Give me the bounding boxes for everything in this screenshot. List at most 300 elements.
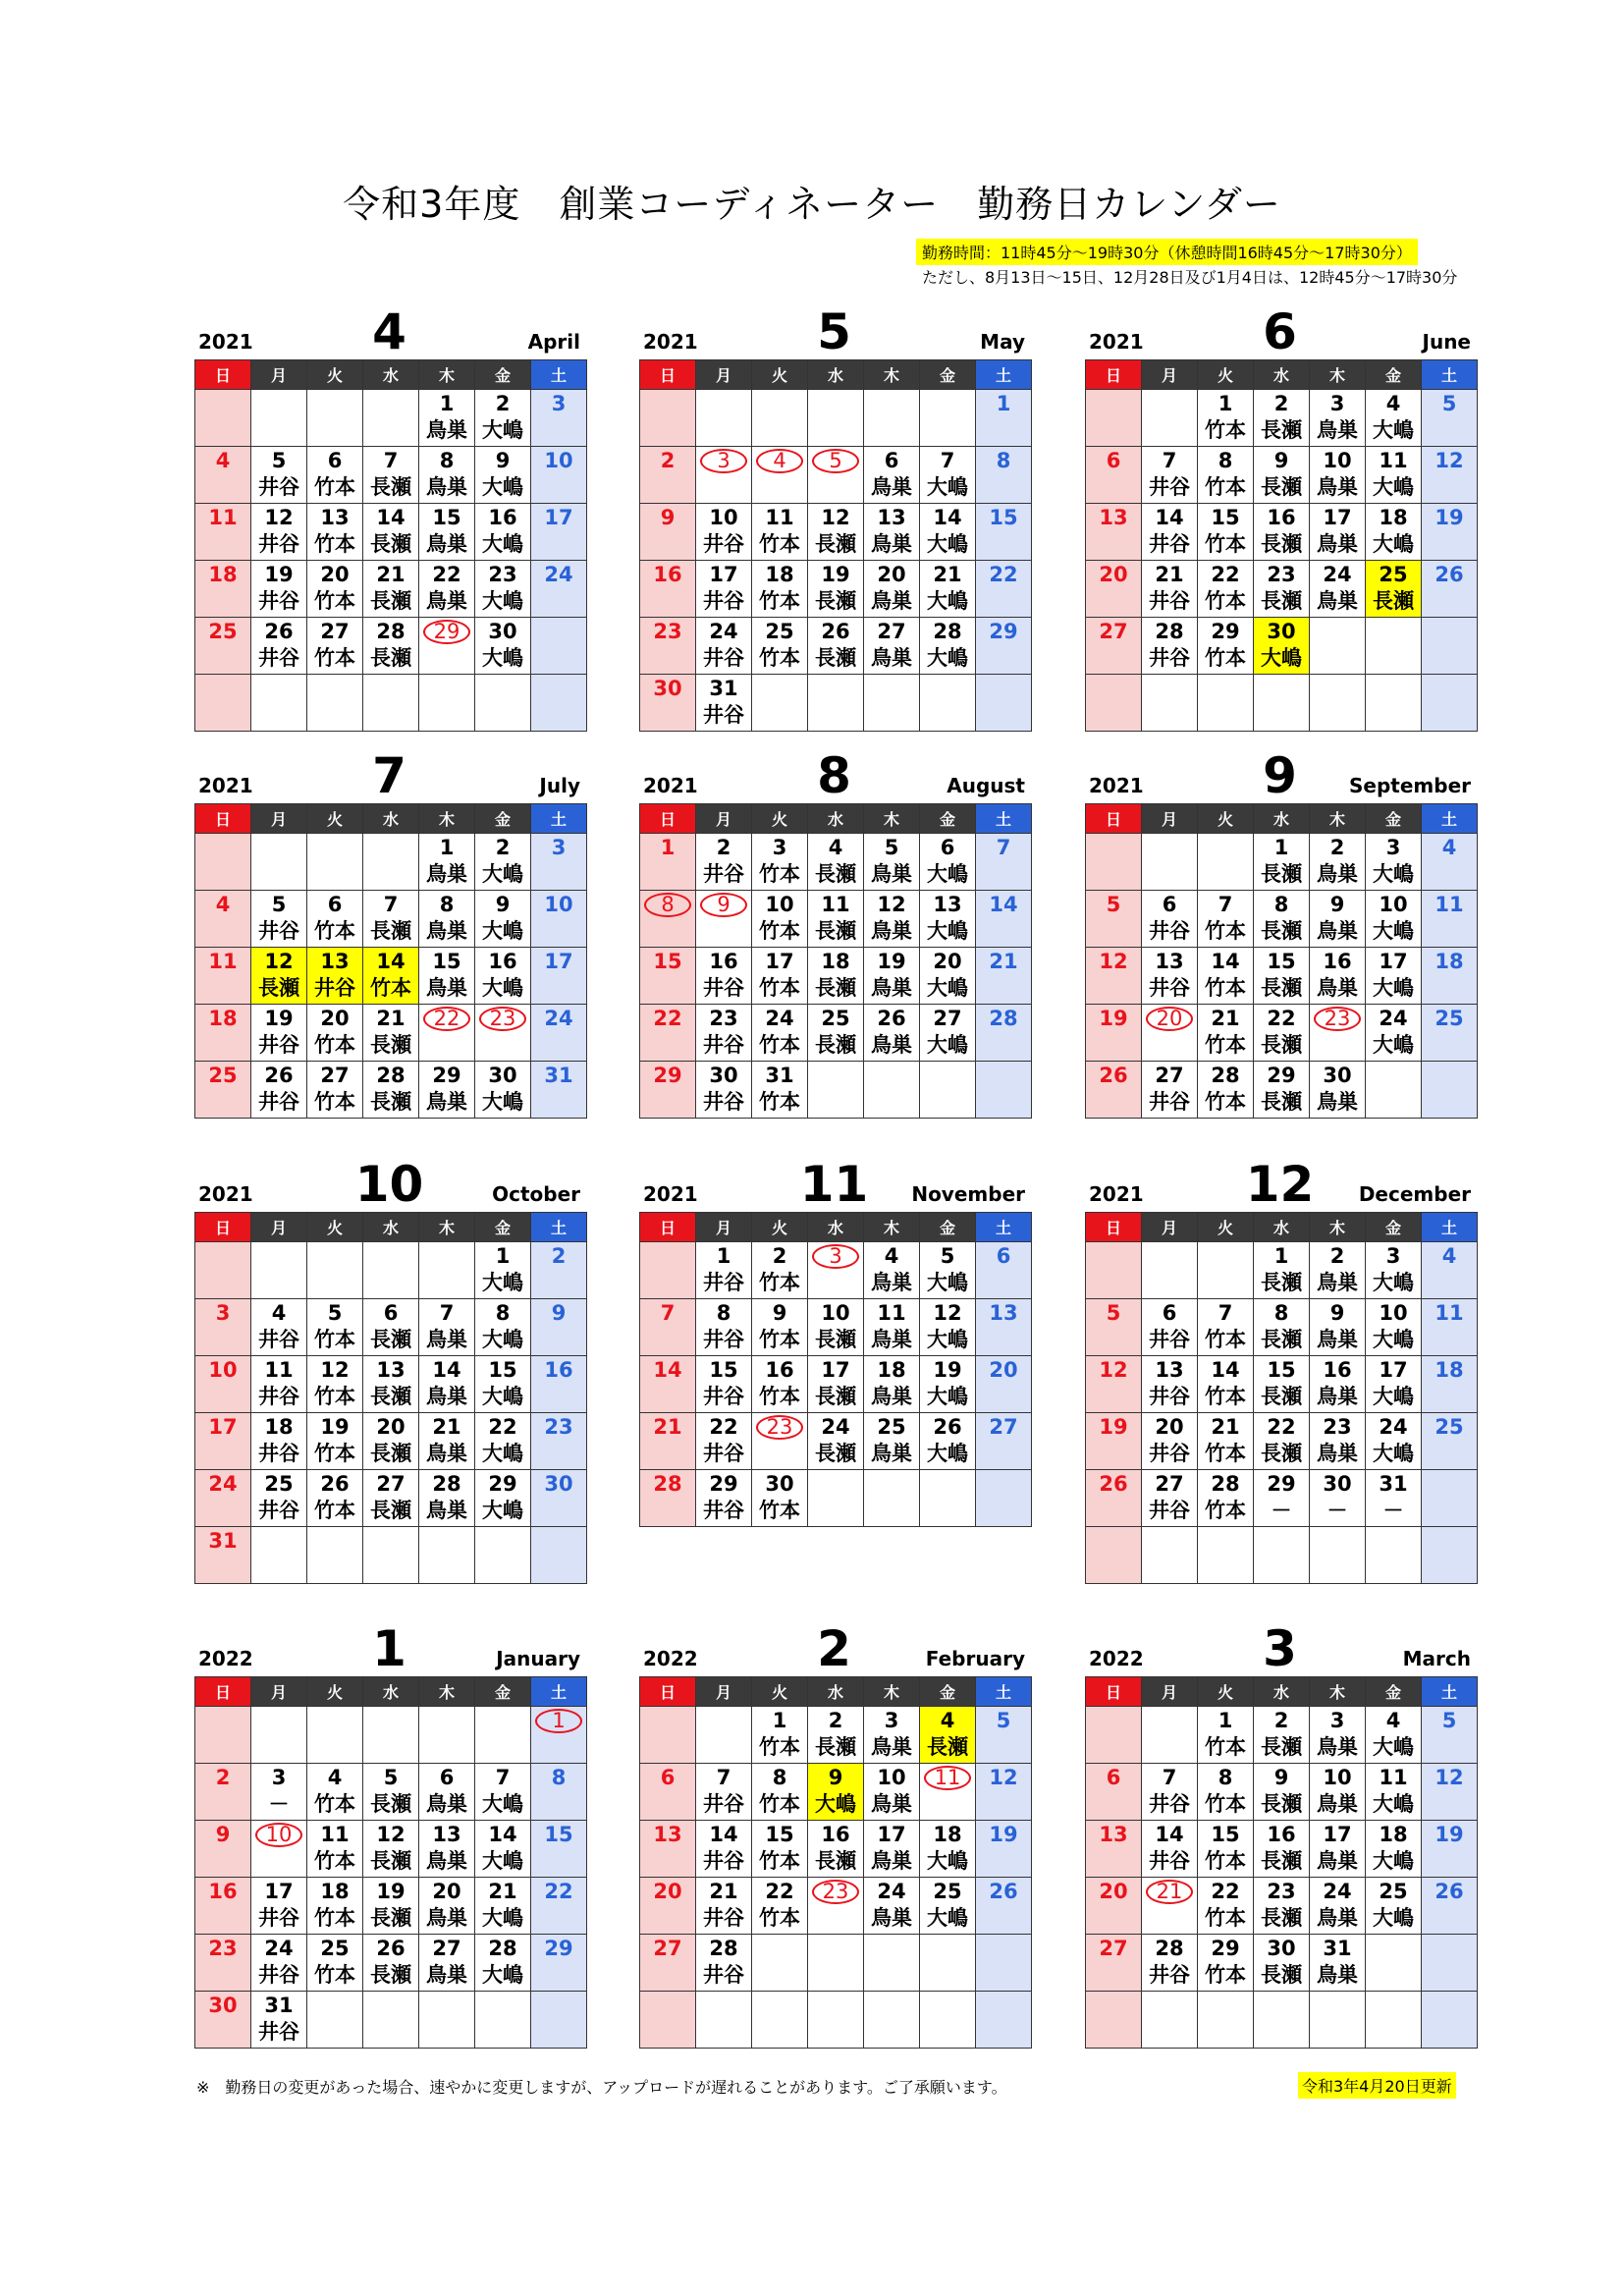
day-cell	[1422, 504, 1478, 561]
month-year: 2021	[643, 330, 698, 354]
staff-name: －	[1326, 1499, 1348, 1522]
day-cell	[307, 1356, 363, 1413]
day-cell	[640, 1005, 696, 1062]
weekday-header: 月	[251, 1213, 307, 1242]
staff-name: 竹本	[1205, 976, 1246, 1000]
day-cell	[475, 675, 531, 732]
day-cell	[195, 1821, 251, 1878]
staff-name: 竹本	[314, 646, 355, 670]
day-cell	[531, 447, 587, 504]
day-number: 9	[495, 893, 511, 916]
month-year: 2021	[198, 1182, 253, 1206]
day-cell	[363, 1413, 419, 1470]
day-number: 28	[709, 1937, 738, 1960]
weekday-header: 日	[1086, 1677, 1142, 1707]
staff-name: 鳥巣	[871, 1792, 912, 1816]
day-cell	[1422, 1413, 1478, 1470]
day-cell	[251, 1062, 307, 1119]
weekday-header: 木	[419, 804, 475, 834]
week-row	[1086, 1413, 1478, 1470]
day-number: 2	[1273, 392, 1289, 415]
day-cell	[531, 561, 587, 618]
day-number: 6	[1162, 1301, 1177, 1325]
weekday-header: 月	[1142, 804, 1198, 834]
day-cell	[1198, 1527, 1254, 1584]
day-cell	[864, 1242, 920, 1299]
day-number: 13	[1099, 1823, 1128, 1846]
staff-name: 竹本	[1205, 1906, 1246, 1930]
day-number: 2	[828, 1709, 843, 1732]
day-number: 12	[877, 893, 906, 916]
day-cell	[864, 504, 920, 561]
day-number: 16	[765, 1358, 794, 1382]
day-cell	[808, 834, 864, 891]
month-english-name: June	[1422, 330, 1471, 354]
day-cell	[251, 1707, 307, 1764]
day-number: 27	[1155, 1064, 1184, 1087]
staff-name: 井谷	[703, 1033, 744, 1057]
month-english-name: August	[947, 774, 1025, 797]
week-row	[1086, 675, 1478, 732]
day-number: 4	[1441, 1244, 1457, 1268]
day-cell	[1086, 1878, 1142, 1935]
day-cell	[475, 447, 531, 504]
day-cell	[752, 1413, 808, 1470]
day-cell	[1310, 1821, 1366, 1878]
day-cell	[307, 1242, 363, 1299]
day-cell	[1086, 1242, 1142, 1299]
day-cell	[1086, 1821, 1142, 1878]
day-number: 7	[383, 893, 399, 916]
day-number: 20	[432, 1880, 461, 1903]
day-number: 18	[264, 1415, 294, 1439]
day-number: 9	[1329, 893, 1345, 916]
week-row	[195, 1005, 587, 1062]
day-number: 30	[208, 1994, 238, 2017]
day-cell	[531, 504, 587, 561]
day-cell	[808, 1935, 864, 1992]
day-cell	[1366, 891, 1422, 948]
day-cell	[920, 1992, 976, 2049]
weekday-header: 金	[1366, 1213, 1422, 1242]
staff-name: 鳥巣	[426, 532, 467, 556]
day-cell	[752, 1242, 808, 1299]
staff-name: 井谷	[1149, 1963, 1190, 1987]
staff-name: 竹本	[759, 589, 800, 613]
day-cell	[640, 1992, 696, 2049]
day-cell	[531, 1707, 587, 1764]
staff-name: 長瀬	[1261, 1906, 1302, 1930]
week-row	[640, 1707, 1032, 1764]
day-cell	[1198, 1935, 1254, 1992]
day-cell	[363, 561, 419, 618]
week-row	[640, 1992, 1032, 2049]
day-number: 10	[1379, 1301, 1408, 1325]
day-number: 1	[716, 1244, 731, 1268]
day-number: 23	[544, 1415, 573, 1439]
holiday-date	[1310, 1006, 1365, 1032]
month-calendar	[1085, 303, 1475, 670]
day-cell	[1086, 1992, 1142, 2049]
week-row	[1086, 1299, 1478, 1356]
day-number: 19	[264, 563, 294, 586]
day-cell	[531, 1299, 587, 1356]
staff-name: 大嶋	[1373, 862, 1414, 886]
day-cell	[1142, 447, 1198, 504]
day-cell	[920, 1878, 976, 1935]
day-cell	[251, 390, 307, 447]
day-cell	[1086, 1527, 1142, 1584]
day-cell	[696, 1764, 752, 1821]
week-row	[1086, 504, 1478, 561]
week-row	[1086, 1878, 1478, 1935]
holiday-circle: 3	[700, 449, 747, 473]
month-year: 2022	[643, 1647, 698, 1670]
weekday-header: 月	[696, 1677, 752, 1707]
day-cell	[1422, 1527, 1478, 1584]
week-row	[195, 1821, 587, 1878]
day-number: 17	[877, 1823, 906, 1846]
day-number: 31	[264, 1994, 294, 2017]
day-cell	[864, 1935, 920, 1992]
day-cell	[864, 891, 920, 948]
month-table	[1085, 803, 1478, 1119]
day-cell	[920, 1935, 976, 1992]
weekday-header: 金	[920, 360, 976, 390]
staff-name: 大嶋	[482, 475, 523, 499]
day-number: 4	[828, 836, 843, 859]
month-table	[194, 1212, 587, 1584]
day-number: 2	[1329, 836, 1345, 859]
day-cell	[1254, 1299, 1310, 1356]
weekday-header: 金	[1366, 1677, 1422, 1707]
staff-name: 鳥巣	[1317, 1792, 1358, 1816]
day-number: 6	[327, 893, 343, 916]
day-cell	[1310, 1935, 1366, 1992]
day-cell	[195, 1878, 251, 1935]
day-cell	[1310, 1764, 1366, 1821]
day-cell	[976, 390, 1032, 447]
day-number: 23	[1267, 563, 1296, 586]
day-cell	[531, 1062, 587, 1119]
month-table	[1085, 359, 1478, 732]
month-table	[1085, 1676, 1478, 2049]
day-cell	[1198, 618, 1254, 675]
week-row	[195, 675, 587, 732]
day-cell	[1142, 891, 1198, 948]
day-number: 11	[264, 1358, 294, 1382]
week-row	[195, 618, 587, 675]
weekday-header: 火	[307, 1213, 363, 1242]
day-number: 10	[544, 449, 573, 472]
day-number: 13	[1155, 950, 1184, 973]
staff-name: 鳥巣	[1317, 532, 1358, 556]
day-number: 16	[1267, 506, 1296, 529]
day-cell	[195, 1764, 251, 1821]
day-cell	[1086, 1005, 1142, 1062]
day-number: 20	[1155, 1415, 1184, 1439]
day-cell	[1366, 1356, 1422, 1413]
day-cell	[195, 1299, 251, 1356]
day-number: 16	[1267, 1823, 1296, 1846]
staff-name: 大嶋	[1373, 1033, 1414, 1057]
day-cell	[363, 1527, 419, 1584]
day-cell	[251, 1992, 307, 2049]
day-cell	[1422, 1356, 1478, 1413]
weekday-header: 月	[1142, 1677, 1198, 1707]
staff-name: 鳥巣	[426, 1906, 467, 1930]
day-cell	[976, 1356, 1032, 1413]
holiday-circle: 10	[255, 1823, 302, 1847]
day-number: 28	[653, 1472, 682, 1496]
day-number: 14	[376, 506, 406, 529]
weekday-header: 火	[752, 360, 808, 390]
day-cell	[808, 1356, 864, 1413]
day-cell	[752, 834, 808, 891]
staff-name: 竹本	[759, 646, 800, 670]
staff-name: －	[1271, 1499, 1292, 1522]
day-cell	[1366, 447, 1422, 504]
staff-name: 鳥巣	[871, 919, 912, 943]
day-cell	[195, 1005, 251, 1062]
day-cell	[1198, 561, 1254, 618]
holiday-date	[531, 1708, 586, 1734]
weekday-header: 火	[307, 360, 363, 390]
day-number: 30	[765, 1472, 794, 1496]
day-cell	[363, 390, 419, 447]
day-cell	[696, 618, 752, 675]
day-cell	[1142, 948, 1198, 1005]
day-number: 27	[653, 1937, 682, 1960]
day-number: 13	[376, 1358, 406, 1382]
staff-name: 鳥巣	[871, 1442, 912, 1465]
day-cell	[475, 504, 531, 561]
month-year: 2021	[1089, 774, 1144, 797]
day-cell	[1086, 390, 1142, 447]
day-number: 22	[1211, 563, 1240, 586]
staff-name: 鳥巣	[426, 1090, 467, 1114]
weekday-header: 月	[251, 360, 307, 390]
day-number: 17	[544, 950, 573, 973]
weekday-header: 日	[195, 804, 251, 834]
day-number: 20	[1099, 1880, 1128, 1903]
day-number: 21	[376, 563, 406, 586]
staff-name: 鳥巣	[1317, 1906, 1358, 1930]
day-cell	[1198, 1878, 1254, 1935]
staff-name: 井谷	[1149, 532, 1190, 556]
day-number: 13	[320, 506, 350, 529]
staff-name: 井谷	[1149, 475, 1190, 499]
day-cell	[1422, 1299, 1478, 1356]
day-cell	[696, 1878, 752, 1935]
staff-name: 井谷	[258, 1385, 299, 1408]
day-cell	[1086, 561, 1142, 618]
month-number: 5	[817, 303, 851, 360]
holiday-date	[475, 1006, 530, 1032]
day-number: 22	[1211, 1880, 1240, 1903]
staff-name: 井谷	[258, 532, 299, 556]
staff-name: 井谷	[258, 475, 299, 499]
day-number: 28	[1211, 1472, 1240, 1496]
staff-name: 鳥巣	[871, 646, 912, 670]
day-cell	[1086, 1413, 1142, 1470]
day-number: 21	[376, 1007, 406, 1030]
day-cell	[752, 618, 808, 675]
staff-name: 鳥巣	[426, 862, 467, 886]
day-cell	[419, 1935, 475, 1992]
staff-name: 井谷	[1149, 1442, 1190, 1465]
day-cell	[920, 1413, 976, 1470]
day-cell	[1254, 1707, 1310, 1764]
day-number: 26	[376, 1937, 406, 1960]
day-cell	[1422, 1470, 1478, 1527]
day-number: 20	[376, 1415, 406, 1439]
day-number: 2	[551, 1244, 567, 1268]
day-number: 7	[996, 836, 1011, 859]
day-number: 8	[716, 1301, 731, 1325]
day-cell	[976, 1005, 1032, 1062]
staff-name: 大嶋	[1373, 1385, 1414, 1408]
day-number: 2	[495, 392, 511, 415]
day-cell	[307, 1707, 363, 1764]
day-number: 6	[1106, 1766, 1121, 1789]
holiday-circle: 8	[644, 893, 691, 917]
day-cell	[307, 1821, 363, 1878]
day-number: 3	[215, 1301, 231, 1325]
staff-name: 竹本	[314, 1328, 355, 1351]
day-cell	[976, 561, 1032, 618]
day-cell	[1086, 504, 1142, 561]
week-row	[1086, 948, 1478, 1005]
day-cell	[1366, 675, 1422, 732]
day-cell	[1310, 1242, 1366, 1299]
staff-name: 長瀬	[815, 589, 856, 613]
day-cell	[1310, 1878, 1366, 1935]
day-cell	[419, 1005, 475, 1062]
day-cell	[363, 618, 419, 675]
day-number: 22	[989, 563, 1018, 586]
holiday-date	[640, 892, 695, 918]
weekday-header-row	[640, 360, 1032, 390]
week-row	[640, 1005, 1032, 1062]
week-row	[195, 1470, 587, 1527]
day-number: 2	[215, 1766, 231, 1789]
day-number: 10	[821, 1301, 850, 1325]
day-number: 7	[1218, 893, 1233, 916]
weekday-header: 月	[251, 1677, 307, 1707]
day-number: 28	[933, 620, 962, 643]
day-cell	[363, 1992, 419, 2049]
day-number: 1	[1273, 1244, 1289, 1268]
month-year: 2022	[198, 1647, 253, 1670]
staff-name: 鳥巣	[1317, 589, 1358, 613]
day-cell	[976, 948, 1032, 1005]
staff-name: 大嶋	[482, 1792, 523, 1816]
day-number: 29	[1211, 1937, 1240, 1960]
staff-name: 大嶋	[482, 919, 523, 943]
staff-name: 竹本	[314, 1033, 355, 1057]
staff-name: 長瀬	[370, 646, 411, 670]
week-row	[1086, 1992, 1478, 2049]
week-row	[1086, 618, 1478, 675]
day-cell	[195, 1242, 251, 1299]
day-cell	[1086, 1935, 1142, 1992]
day-cell	[640, 447, 696, 504]
day-number: 1	[495, 1244, 511, 1268]
day-number: 31	[765, 1064, 794, 1087]
day-cell	[640, 1764, 696, 1821]
staff-name: 長瀬	[1261, 1033, 1302, 1057]
day-cell	[864, 1413, 920, 1470]
day-cell	[920, 1242, 976, 1299]
week-row	[195, 1527, 587, 1584]
working-hours-note: ただし、8月13日～15日、12月28日及び1月4日は、12時45分～17時30分	[922, 268, 1458, 287]
day-number: 19	[1099, 1415, 1128, 1439]
day-cell	[251, 561, 307, 618]
staff-name: 大嶋	[1373, 1271, 1414, 1294]
staff-name: 鳥巣	[426, 475, 467, 499]
staff-name: 鳥巣	[871, 862, 912, 886]
staff-name: 井谷	[1149, 589, 1190, 613]
day-number: 2	[1273, 1709, 1289, 1732]
day-number: 18	[208, 563, 238, 586]
day-cell	[1198, 1764, 1254, 1821]
week-row	[195, 1935, 587, 1992]
day-number: 31	[1379, 1472, 1408, 1496]
day-number: 5	[1441, 1709, 1457, 1732]
month-number: 1	[372, 1620, 406, 1677]
staff-name: 竹本	[314, 1906, 355, 1930]
day-number: 10	[1323, 449, 1352, 472]
weekday-header: 木	[1310, 360, 1366, 390]
week-row	[195, 1356, 587, 1413]
day-number: 26	[264, 620, 294, 643]
day-number: 15	[1267, 950, 1296, 973]
day-cell	[1142, 675, 1198, 732]
day-cell	[363, 891, 419, 948]
staff-name: 大嶋	[927, 1385, 968, 1408]
weekday-header: 日	[195, 1677, 251, 1707]
weekday-header: 木	[419, 1213, 475, 1242]
day-cell	[1422, 1005, 1478, 1062]
weekday-header: 金	[475, 1213, 531, 1242]
staff-name: 大嶋	[1373, 418, 1414, 442]
day-cell	[1254, 675, 1310, 732]
day-cell	[475, 1413, 531, 1470]
staff-name: 竹本	[759, 1792, 800, 1816]
day-cell	[1254, 390, 1310, 447]
day-number: 17	[208, 1415, 238, 1439]
day-cell	[808, 504, 864, 561]
day-cell	[1254, 891, 1310, 948]
weekday-header: 水	[363, 360, 419, 390]
day-number: 1	[1273, 836, 1289, 859]
day-cell	[808, 1992, 864, 2049]
day-cell	[475, 1992, 531, 2049]
day-cell	[195, 1062, 251, 1119]
day-number: 17	[1379, 950, 1408, 973]
staff-name: 鳥巣	[426, 1849, 467, 1873]
day-cell	[195, 504, 251, 561]
staff-name: 鳥巣	[426, 589, 467, 613]
day-cell	[808, 1242, 864, 1299]
day-number: 14	[1155, 506, 1184, 529]
day-cell	[752, 1764, 808, 1821]
day-number: 25	[877, 1415, 906, 1439]
month-table	[639, 1212, 1032, 1527]
week-row	[195, 561, 587, 618]
day-cell	[531, 1356, 587, 1413]
